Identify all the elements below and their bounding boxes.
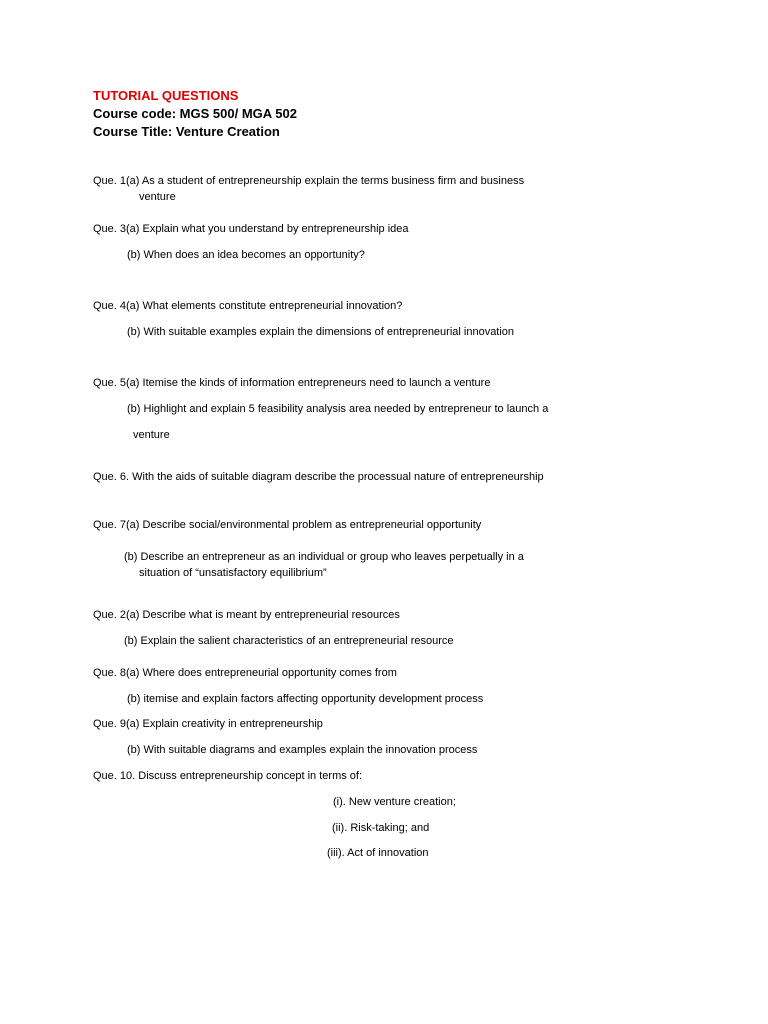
- question-2b: (b) Explain the salient characteristics of an entrepreneurial resource: [124, 635, 454, 647]
- question-7a: Que. 7(a) Describe social/environmental problem as entrepreneurial opportunity: [93, 519, 482, 531]
- question-1a-continued: venture: [139, 191, 176, 203]
- course-title: Course Title: Venture Creation: [93, 124, 280, 139]
- question-4a: Que. 4(a) What elements constitute entrepreneurial innovation?: [93, 300, 403, 312]
- question-7b-continued: situation of “unsatisfactory equilibrium”: [139, 567, 327, 579]
- question-5b-continued: venture: [133, 429, 170, 441]
- course-code: Course code: MGS 500/ MGA 502: [93, 106, 297, 121]
- question-8a: Que. 8(a) Where does entrepreneurial opportunity comes from: [93, 667, 397, 679]
- question-1a: Que. 1(a) As a student of entrepreneurship explain the terms business firm and business: [93, 175, 525, 187]
- document-title: TUTORIAL QUESTIONS: [93, 88, 239, 103]
- question-3b: (b) When does an idea becomes an opportunity?: [127, 249, 365, 261]
- question-7b: (b) Describe an entrepreneur as an individual or group who leaves perpetually in a: [124, 551, 524, 563]
- question-4b: (b) With suitable examples explain the dimensions of entrepreneurial innovation: [127, 326, 515, 338]
- question-8b: (b) itemise and explain factors affecting opportunity development process: [127, 693, 484, 705]
- question-10-item-i: (i). New venture creation;: [333, 796, 456, 808]
- question-10-item-iii: (iii). Act of innovation: [327, 847, 429, 859]
- question-9a: Que. 9(a) Explain creativity in entrepreneurship: [93, 718, 323, 730]
- question-9b: (b) With suitable diagrams and examples explain the innovation process: [127, 744, 478, 756]
- question-3a: Que. 3(a) Explain what you understand by entrepreneurship idea: [93, 223, 409, 235]
- question-2a: Que. 2(a) Describe what is meant by entrepreneurial resources: [93, 609, 400, 621]
- question-10-item-ii: (ii). Risk-taking; and: [332, 822, 430, 834]
- question-10: Que. 10. Discuss entrepreneurship concept in terms of:: [93, 770, 363, 782]
- question-6: Que. 6. With the aids of suitable diagram describe the processual nature of entrepreneurship: [93, 471, 544, 483]
- question-5a: Que. 5(a) Itemise the kinds of information entrepreneurs need to launch a venture: [93, 377, 491, 389]
- question-5b: (b) Highlight and explain 5 feasibility analysis area needed by entrepreneur to launch a: [127, 403, 549, 415]
